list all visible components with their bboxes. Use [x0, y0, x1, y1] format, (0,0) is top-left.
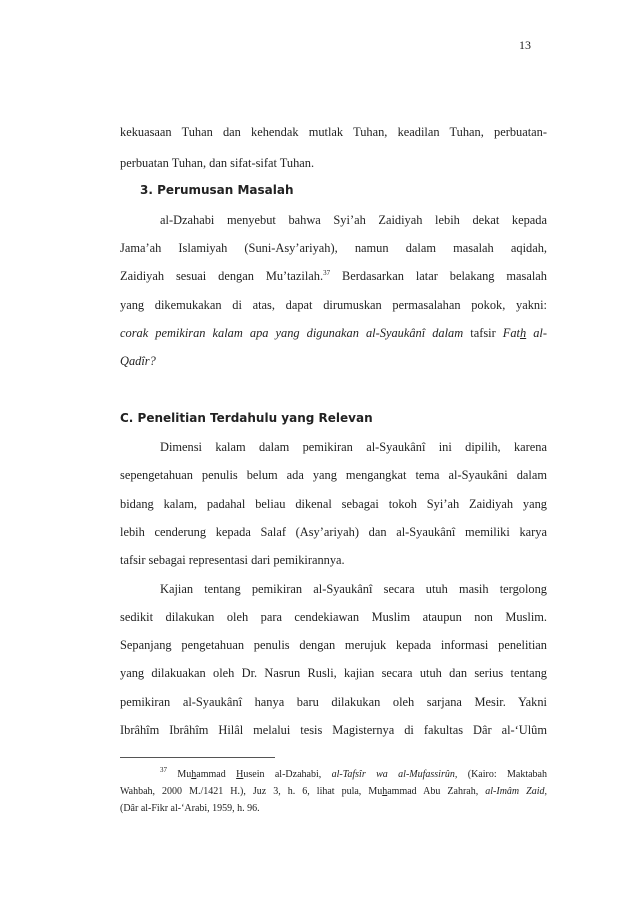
italic-text: Fat: [502, 326, 520, 340]
section-heading: 3. Perumusan Masalah: [140, 183, 294, 197]
footnote-line: [120, 785, 547, 798]
section-heading: C. Penelitian Terdahulu yang Relevan: [120, 411, 373, 425]
text-span: Wahbah, 2000 M./1421 H.), Juz 3, h. 6, lihat pula, Mu: [120, 786, 383, 797]
footnote-reference: 37: [323, 269, 331, 277]
underlined-letter: h: [519, 326, 527, 340]
body-line: yang dilakuakan oleh Dr. Nasrun Rusli, kajian secara utuh dan serius tentang: [120, 666, 547, 680]
footnote-line: [160, 768, 547, 781]
italic-text: al-: [526, 326, 547, 340]
text-span: (Kairo: Maktabah: [457, 769, 547, 780]
body-line: al-Dzahabi menyebut bahwa Syi’ah Zaidiyah lebih dekat kepada: [160, 213, 547, 227]
underlined-letter: h: [382, 786, 388, 797]
italic-text: al-Tafsîr wa al-Mufassirûn,: [331, 769, 458, 780]
body-line: perbuatan Tuhan, dan sifat-sifat Tuhan.: [120, 156, 315, 170]
text-span: Zaidiyah sesuai dengan Mu’tazilah.: [120, 269, 324, 283]
italic-text: al-Imâm Zaid,: [485, 786, 547, 797]
body-line: Kajian tentang pemikiran al-Syaukânî secara utuh masih tergolong: [160, 582, 547, 596]
body-line: lebih cenderung kepada Salaf (Asy’ariyah) dan al-Syaukânî memiliki karya: [120, 525, 547, 539]
text-span: usein al-Dzahabi,: [243, 769, 332, 780]
body-line: yang dikemukakan di atas, dapat dirumuskan permasalahan pokok, yakni:: [120, 298, 547, 312]
underlined-letter: h: [191, 769, 197, 780]
underlined-letter: H: [236, 769, 244, 780]
body-line: sedikit dilakukan oleh para cendekiawan Muslim ataupun non Muslim.: [120, 610, 547, 624]
footnote-number: 37: [160, 766, 167, 774]
body-line: Ibrâhîm Ibrâhîm Hilâl melalui tesis Magisternya di fakultas Dâr al-‘Ulûm: [120, 723, 547, 737]
body-line: sepengetahuan penulis belum ada yang mengangkat tema al-Syaukâni dalam: [120, 468, 547, 482]
italic-text: corak pemikiran kalam apa yang digunakan al-Syaukânî dalam: [120, 326, 464, 340]
body-line: [120, 268, 547, 284]
body-line: bidang kalam, padahal beliau dikenal sebagai tokoh Syi’ah Zaidiyah yang: [120, 497, 547, 511]
body-line: Dimensi kalam dalam pemikiran al-Syaukânî ini dipilih, karena: [160, 440, 547, 454]
text-span: Berdasarkan latar belakang masalah: [330, 269, 547, 283]
body-line: [120, 325, 547, 341]
body-line: kekuasaan Tuhan dan kehendak mutlak Tuhan, keadilan Tuhan, perbuatan-: [120, 125, 547, 139]
body-line: tafsir sebagai representasi dari pemikirannya.: [120, 553, 345, 567]
text-span: tafsir: [463, 326, 503, 340]
body-line: Qadîr?: [120, 354, 156, 368]
body-line: pemikiran al-Syaukânî hanya baru dilakukan oleh sarjana Mesir. Yakni: [120, 695, 547, 709]
text-span: ammad Abu Zahrah,: [387, 786, 486, 797]
body-line: Jama’ah Islamiyah (Suni-Asy’ariyah), namun dalam masalah aqidah,: [120, 241, 547, 255]
footnote-line: (Dâr al-Fikr al-‘Arabi, 1959, h. 96.: [120, 803, 260, 814]
body-line: Sepanjang pengetahuan penulis dengan merujuk kepada informasi penelitian: [120, 638, 547, 652]
text-span: Mu: [167, 769, 192, 780]
footnote-separator: [120, 757, 275, 758]
text-span: ammad: [196, 769, 237, 780]
page-number: 13: [519, 38, 531, 52]
